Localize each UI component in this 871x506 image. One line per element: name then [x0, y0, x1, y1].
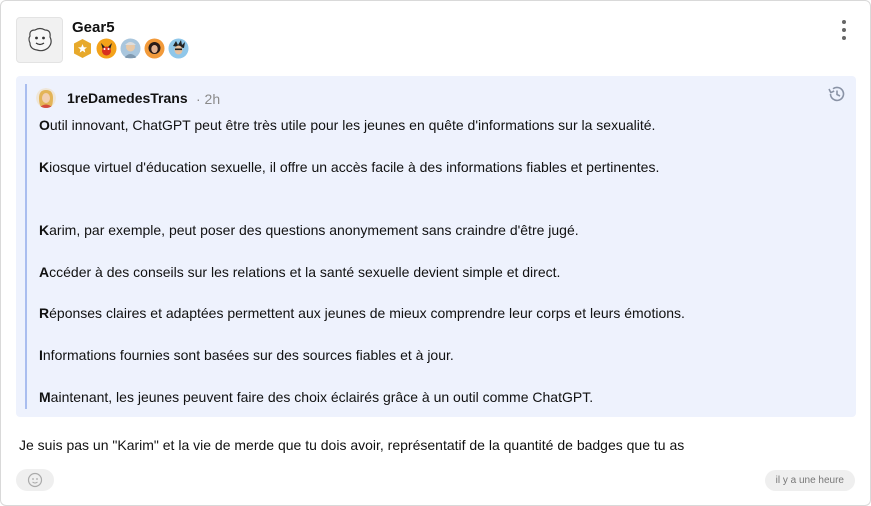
post-timestamp[interactable]: il y a une heure [765, 470, 855, 491]
punk-badge-icon[interactable] [168, 38, 189, 59]
smiley-avatar-icon [26, 26, 54, 54]
quote-line: Maintenant, les jeunes peuvent faire des choix éclairés grâce à un outil comme ChatGPT. [39, 389, 594, 405]
more-dot-icon [842, 28, 846, 32]
old-man-badge-icon[interactable] [120, 38, 141, 59]
author-avatar[interactable] [16, 17, 63, 63]
dark-hair-badge-icon[interactable] [144, 38, 165, 59]
more-dot-icon [842, 20, 846, 24]
star-badge-icon[interactable] [72, 38, 93, 59]
author-name[interactable]: Gear5 [72, 19, 115, 36]
quote-author-avatar[interactable] [36, 88, 56, 108]
quote-line: Kiosque virtuel d'éducation sexuelle, il offre un accès facile à des informations fiables et pertinentes. [39, 159, 660, 175]
quote-line: Outil innovant, ChatGPT peut être très utile pour les jeunes en quête d'informations sur la sexualité. [39, 117, 656, 133]
quote-line: Informations fournies sont basées sur des sources fiables et à jour. [39, 347, 454, 363]
add-reaction-button[interactable] [16, 469, 54, 491]
more-options-button[interactable] [840, 20, 848, 40]
quote-time: · 2h [196, 91, 221, 107]
badges-row [72, 38, 189, 59]
quoted-message [16, 76, 856, 417]
reply-text: Je suis pas un "Karim" et la vie de merde que tu dois avoir, représentatif de la quantité de badges que tu as [19, 437, 685, 453]
quote-bar [25, 84, 27, 409]
smiley-icon [27, 472, 43, 488]
quote-line: Karim, par exemple, peut poser des questions anonymement sans craindre d'être jugé. [39, 222, 579, 238]
quote-line: Réponses claires et adaptées permettent aux jeunes de mieux comprendre leur corps et leurs émotions. [39, 305, 685, 321]
history-icon[interactable] [826, 83, 848, 105]
fox-badge-icon[interactable] [96, 38, 117, 59]
quote-line: Accéder à des conseils sur les relations et la santé sexuelle devient simple et direct. [39, 264, 561, 280]
more-dot-icon [842, 36, 846, 40]
quote-author-name[interactable]: 1reDamedesTrans [67, 90, 188, 106]
